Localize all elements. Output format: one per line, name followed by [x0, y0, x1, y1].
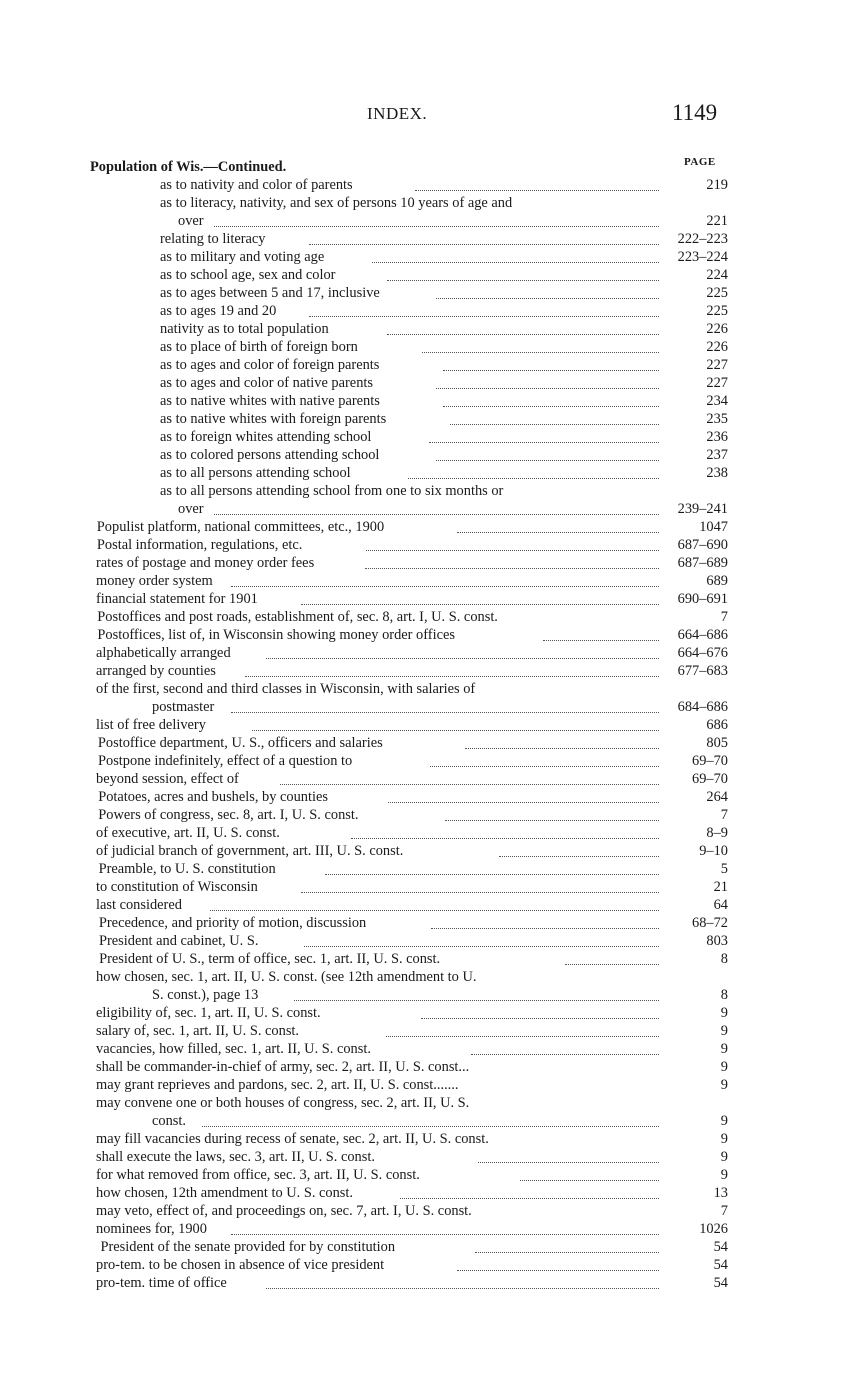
entry-text: as to ages 19 and 20: [160, 303, 277, 319]
index-entry: [0, 1184, 859, 1202]
entry-continuation: over: [178, 501, 204, 517]
index-entry: [0, 896, 859, 914]
index-entry: [0, 1040, 859, 1058]
entry-text: Preamble, to U. S. constitution: [98, 861, 276, 877]
entry-text: how chosen, sec. 1, art. II, U. S. const. (see 12th amendment to U.: [96, 969, 477, 985]
entry-text: rates of postage and money order fees: [96, 555, 315, 571]
dot-leader: [231, 1216, 659, 1235]
entry-text: President of the senate provided for by constitution: [100, 1239, 396, 1255]
entry-text: as to colored persons attending school: [160, 447, 380, 463]
index-entry: [0, 428, 859, 446]
entry-page: 227: [706, 357, 728, 373]
entry-text: as to native whites with foreign parents: [160, 411, 387, 427]
entry-text: as to literacy, nativity, and sex of persons 10 years of age and: [160, 195, 513, 211]
dot-leader: [436, 442, 659, 461]
entry-text: Postal information, regulations, etc.: [96, 537, 303, 553]
dot-leader: [499, 838, 659, 857]
dot-leader: [443, 388, 659, 407]
entry-page: 54: [713, 1257, 728, 1273]
entry-page: 9: [720, 1113, 728, 1129]
entry-page: 9: [720, 1005, 728, 1021]
entry-text: may fill vacancies during recess of senate, sec. 2, art. II, U. S. const.: [96, 1131, 489, 1147]
entry-text: of executive, art. II, U. S. const.: [96, 825, 280, 841]
index-entry: [0, 482, 859, 518]
index-entry: [0, 1274, 859, 1292]
dot-leader: [214, 208, 659, 227]
entry-page: 805: [706, 735, 728, 751]
dot-leader: [421, 1000, 659, 1019]
entry-text: may convene one or both houses of congress, sec. 2, art. II, U. S.: [96, 1095, 470, 1111]
entry-text: Postoffices and post roads, establishment of, sec. 8, art. I, U. S. const.: [97, 609, 498, 625]
dot-leader: [351, 820, 659, 839]
dot-leader: [252, 712, 659, 731]
entry-text: Postoffices, list of, in Wisconsin showing money order offices: [97, 627, 455, 643]
index-entry: [0, 338, 859, 356]
entry-page: 64: [713, 897, 728, 913]
entry-page: 264: [706, 789, 728, 805]
dot-leader: [266, 640, 659, 659]
entry-page: 221: [706, 213, 728, 229]
dot-leader: [245, 658, 659, 677]
entry-page: 8: [720, 987, 728, 1003]
entry-page: 225: [706, 285, 728, 301]
entry-text: how chosen, 12th amendment to U. S. const.: [96, 1185, 354, 1201]
dot-leader: [210, 892, 659, 911]
index-entry: [0, 590, 859, 608]
entry-text: relating to literacy: [160, 231, 266, 247]
entry-page: 21: [713, 879, 728, 895]
entry-text: salary of, sec. 1, art. II, U. S. const.: [96, 1023, 300, 1039]
entry-page: 687–689: [677, 555, 728, 571]
entry-page: 664–686: [677, 627, 728, 643]
entry-page: 219: [706, 177, 728, 193]
entry-page: 8–9: [706, 825, 728, 841]
entry-page: 664–676: [677, 645, 728, 661]
entry-page: 1026: [699, 1221, 728, 1237]
entry-text: Populist platform, national committees, etc., 1900: [96, 519, 385, 535]
dot-leader: [465, 730, 659, 749]
entry-text: as to native whites with native parents: [160, 393, 380, 409]
entry-text: Postoffice department, U. S., officers and salaries: [97, 735, 383, 751]
entry-text: as to ages between 5 and 17, inclusive: [160, 285, 380, 301]
dot-leader: [415, 172, 659, 191]
entry-page: 69–70: [692, 771, 728, 787]
index-entry: [0, 392, 859, 410]
entry-page: 9: [720, 1149, 728, 1165]
entry-page: 684–686: [677, 699, 728, 715]
dot-leader: [430, 748, 659, 767]
dot-leader: [445, 802, 659, 821]
index-entry: [0, 464, 859, 482]
entry-text: as to all persons attending school from one to six months or: [160, 483, 504, 499]
dot-leader: [387, 316, 659, 335]
entry-page: 225: [706, 303, 728, 319]
index-entry: [0, 1238, 859, 1256]
dot-leader: [400, 1180, 659, 1199]
page-column-label: PAGE: [684, 156, 716, 168]
entry-page: 237: [706, 447, 728, 463]
entry-page: 68–72: [692, 915, 728, 931]
dot-leader: [431, 910, 659, 929]
entry-text: as to school age, sex and color: [160, 267, 336, 283]
index-entry: [0, 266, 859, 284]
dot-leader: [457, 1252, 660, 1271]
entry-text: pro-tem. time of office: [96, 1275, 227, 1291]
index-entry: [0, 1220, 859, 1238]
entry-text: as to place of birth of foreign born: [160, 339, 358, 355]
index-entry: [0, 1058, 859, 1076]
entry-page: 689: [706, 573, 728, 589]
entry-text: arranged by counties: [96, 663, 216, 679]
entry-page: 9: [720, 1077, 728, 1093]
entry-text: Population of Wis.—Continued.: [90, 159, 287, 175]
entry-continuation: over: [178, 213, 204, 229]
index-entry: [0, 788, 859, 806]
entry-page: 687–690: [677, 537, 728, 553]
entry-text: to constitution of Wisconsin: [96, 879, 258, 895]
dot-leader: [325, 856, 659, 875]
entry-page: 239–241: [677, 501, 728, 517]
entry-text: money order system: [96, 573, 213, 589]
dot-leader: [231, 694, 660, 713]
entry-text: eligibility of, sec. 1, art. II, U. S. const.: [96, 1005, 321, 1021]
entry-page: 224: [706, 267, 728, 283]
index-entry: [0, 716, 859, 734]
entry-page: 9–10: [699, 843, 728, 859]
entry-page: 226: [706, 339, 728, 355]
index-entry: [0, 356, 859, 374]
index-entry: [0, 1094, 859, 1130]
dot-leader: [365, 550, 659, 569]
index-entry: [0, 950, 859, 968]
entry-page: 803: [706, 933, 728, 949]
running-head: INDEX.: [367, 104, 428, 123]
index-entry: [0, 824, 859, 842]
entry-text: Precedence, and priority of motion, discussion: [98, 915, 367, 931]
dot-leader: [266, 1270, 659, 1289]
entry-page: 686: [706, 717, 728, 733]
dot-leader: [457, 514, 659, 533]
entry-text: list of free delivery: [96, 717, 206, 733]
entry-page: 7: [720, 609, 728, 625]
entry-text: as to ages and color of foreign parents: [160, 357, 380, 373]
entry-page: 238: [706, 465, 728, 481]
dot-leader: [309, 226, 659, 245]
dot-leader: [450, 406, 659, 425]
dot-leader: [436, 370, 659, 389]
entry-page: 9: [720, 1059, 728, 1075]
entry-text: as to foreign whites attending school: [160, 429, 372, 445]
entry-text: beyond session, effect of: [96, 771, 239, 787]
entry-page: 234: [706, 393, 728, 409]
entry-text: vacancies, how filled, sec. 1, art. II, U. S. const.: [96, 1041, 371, 1057]
index-entry: [0, 194, 859, 230]
dot-leader: [471, 1036, 659, 1055]
index-entry: [0, 1148, 859, 1166]
entry-page: 54: [713, 1239, 728, 1255]
dot-leader: [309, 298, 659, 317]
entry-page: 236: [706, 429, 728, 445]
page-number: 1149: [672, 100, 718, 125]
entry-text: nominees for, 1900: [96, 1221, 207, 1237]
dot-leader: [214, 496, 659, 515]
index-list: [0, 158, 859, 1292]
dot-leader: [366, 532, 659, 551]
entry-page: 226: [706, 321, 728, 337]
entry-text: Potatoes, acres and bushels, by counties: [98, 789, 328, 805]
entry-text: of judicial branch of government, art. III, U. S. const.: [96, 843, 404, 859]
entry-text: financial statement for 1901: [96, 591, 258, 607]
entry-page: 13: [713, 1185, 728, 1201]
index-entry: [0, 968, 859, 1004]
index-entry: [0, 932, 859, 950]
entry-page: 222–223: [677, 231, 728, 247]
dot-leader: [202, 1108, 659, 1127]
dot-leader: [386, 1018, 659, 1037]
dot-leader: [565, 946, 659, 965]
page-header: [0, 100, 859, 134]
index-entry: [0, 374, 859, 392]
entry-text: may veto, effect of, and proceedings on, sec. 7, art. I, U. S. const.: [96, 1203, 472, 1219]
dot-leader: [408, 460, 659, 479]
index-entry: [0, 608, 859, 626]
index-entry: [0, 1022, 859, 1040]
entry-page: 223–224: [677, 249, 728, 265]
dot-leader: [520, 1162, 659, 1181]
dot-leader: [231, 568, 659, 587]
index-entry: [0, 662, 859, 680]
dot-leader: [301, 874, 659, 893]
dot-leader: [443, 352, 659, 371]
entry-continuation: S. const.), page 13: [152, 987, 259, 1003]
dot-leader: [475, 1234, 659, 1253]
entry-page: 690–691: [677, 591, 728, 607]
dot-leader: [387, 262, 659, 281]
entry-text: alphabetically arranged: [96, 645, 231, 661]
dot-leader: [304, 928, 659, 947]
dot-leader: [301, 586, 659, 605]
entry-text: as to ages and color of native parents: [160, 375, 373, 391]
entry-page: 677–683: [677, 663, 728, 679]
dot-leader: [388, 784, 659, 803]
entry-text: nativity as to total population: [160, 321, 329, 337]
entry-page: 69–70: [692, 753, 728, 769]
entry-page: 235: [706, 411, 728, 427]
dot-leader: [280, 766, 659, 785]
entry-page: 9: [720, 1041, 728, 1057]
entry-text: Postpone indefinitely, effect of a question to: [98, 753, 353, 769]
entry-text: last considered: [96, 897, 182, 913]
entry-text: pro-tem. to be chosen in absence of vice president: [96, 1257, 385, 1273]
dot-leader: [429, 424, 659, 443]
entry-text: President and cabinet, U. S.: [99, 933, 259, 949]
entry-page: 5: [720, 861, 728, 877]
dot-leader: [436, 280, 659, 299]
entry-page: 7: [720, 807, 728, 823]
dot-leader: [543, 622, 660, 641]
entry-page: 9: [720, 1131, 728, 1147]
dot-leader: [478, 1144, 659, 1163]
entry-page: 7: [720, 1203, 728, 1219]
entry-text: shall be commander-in-chief of army, sec. 2, art. II, U. S. const...: [96, 1059, 470, 1075]
entry-text: for what removed from office, sec. 3, art. II, U. S. const.: [96, 1167, 420, 1183]
index-entry: [0, 1130, 859, 1148]
entry-page: 54: [713, 1275, 728, 1291]
entry-text: of the first, second and third classes in Wisconsin, with salaries of: [96, 681, 476, 697]
entry-text: as to military and voting age: [160, 249, 325, 265]
dot-leader: [422, 334, 659, 353]
dot-leader: [294, 982, 659, 1001]
entry-page: 9: [720, 1167, 728, 1183]
index-entry: [0, 176, 859, 194]
index-entry: [0, 680, 859, 716]
entry-text: may grant reprieves and pardons, sec. 2, art. II, U. S. const.......: [96, 1077, 459, 1093]
entry-text: shall execute the laws, sec. 3, art. II, U. S. const.: [96, 1149, 375, 1165]
entry-text: President of U. S., term of office, sec. 1, art. II, U. S. const.: [99, 951, 441, 967]
entry-continuation: const.: [152, 1113, 186, 1129]
entry-page: 1047: [699, 519, 728, 535]
entry-page: 227: [706, 375, 728, 391]
entry-continuation: postmaster: [152, 699, 215, 715]
entry-text: as to nativity and color of parents: [160, 177, 353, 193]
entry-text: as to all persons attending school: [160, 465, 351, 481]
entry-page: 8: [720, 951, 728, 967]
index-entry: [0, 1076, 859, 1094]
entry-page: 9: [720, 1023, 728, 1039]
dot-leader: [372, 244, 659, 263]
entry-text: Powers of congress, sec. 8, art. I, U. S. const.: [98, 807, 359, 823]
